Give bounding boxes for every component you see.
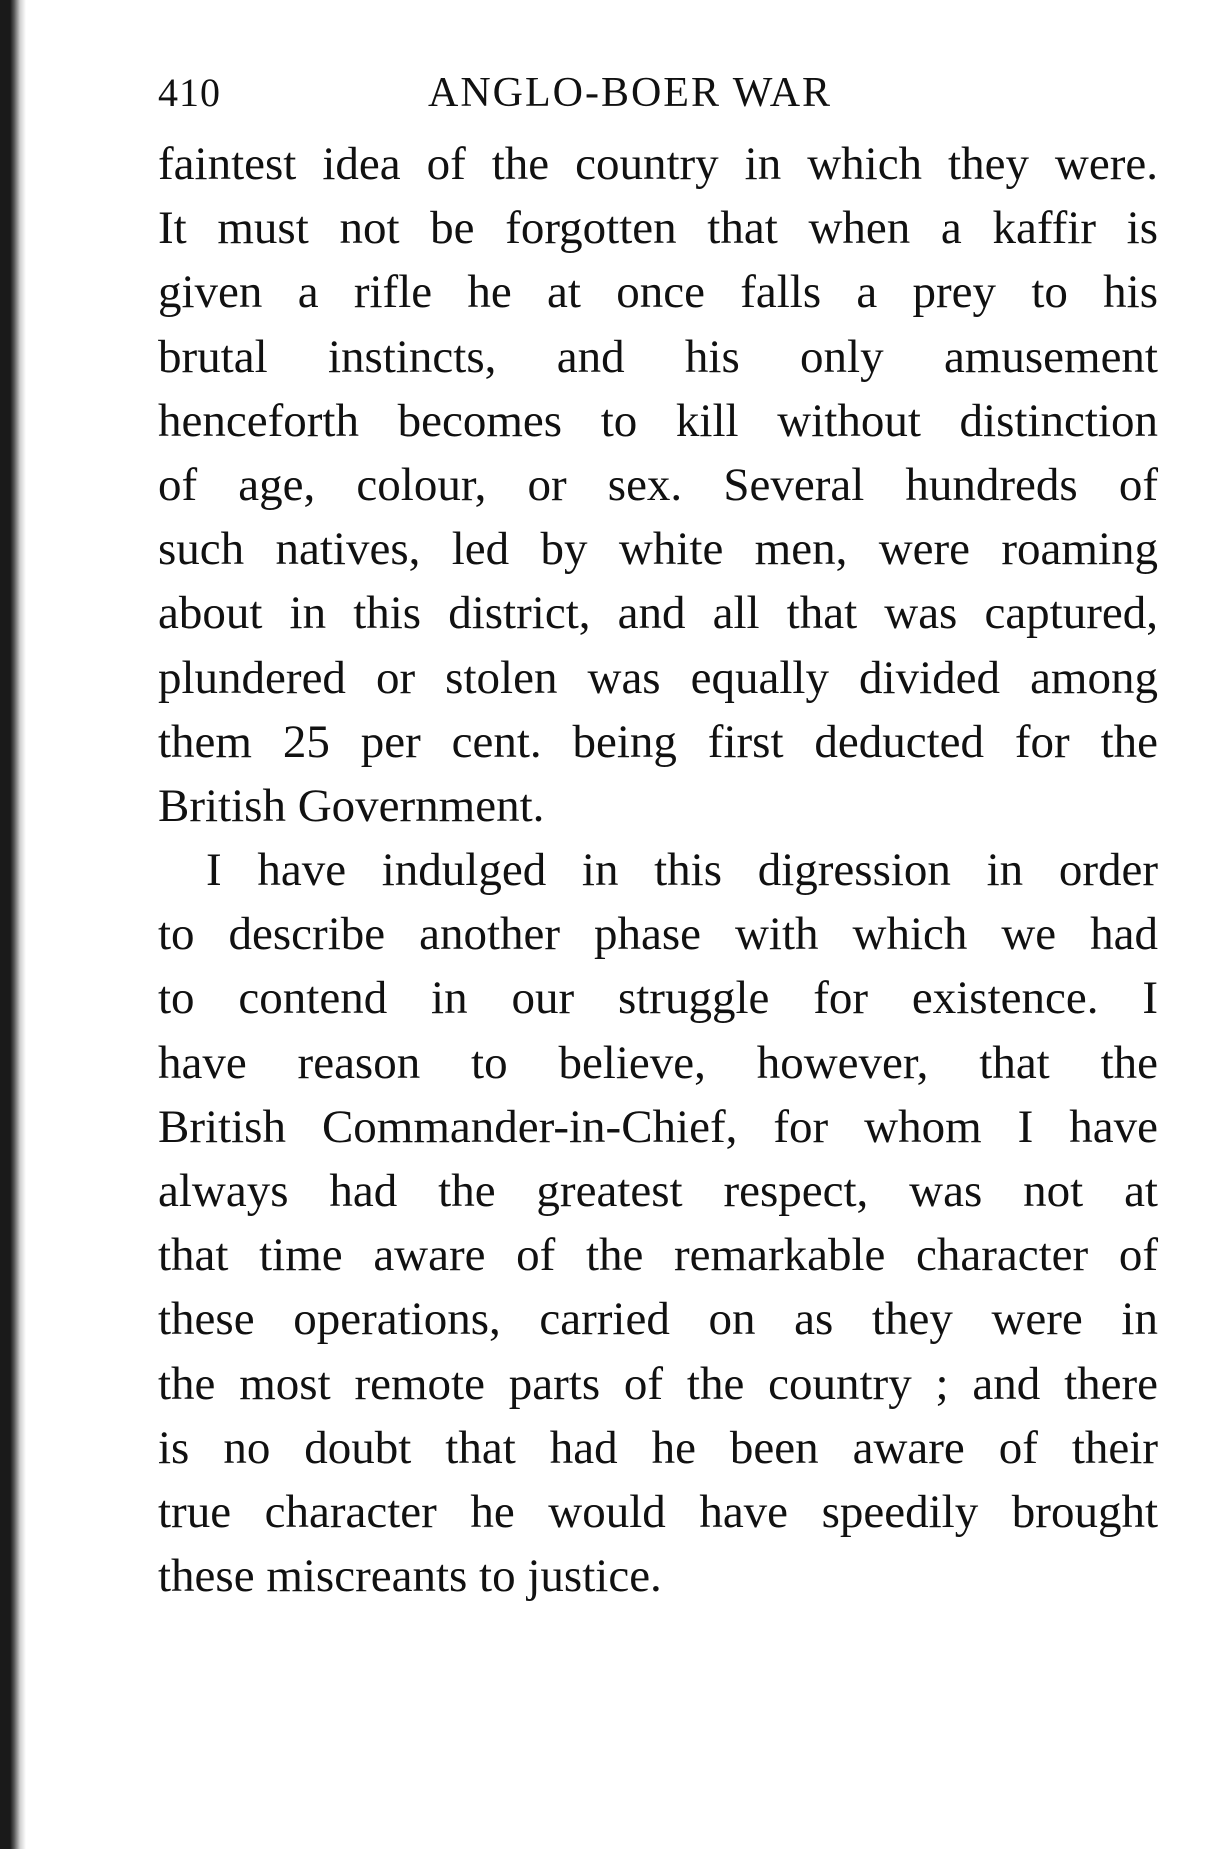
text-line: about in this district, and all that was captured, [158,587,1158,640]
text-line: It must not be forgotten that when a kaffir is [158,202,1158,255]
text-line: that time aware of the remarkable character of [158,1229,1158,1282]
text-line: of age, colour, or sex. Several hundreds of [158,458,1158,511]
text-line: faintest idea of the country in which they were. [158,138,1158,190]
page-number: 410 [158,70,221,115]
text-line: to contend in our struggle for existence. I [158,972,1158,1025]
paragraph-1 [158,132,1158,838]
text-line: them 25 per cent. being first deducted for the [158,715,1158,768]
text-line: always had the greatest respect, was not at [158,1165,1158,1217]
text-line: British Commander-in-Chief, for whom I have [158,1100,1158,1153]
text-line: given a rifle he at once falls a prey to his [158,266,1158,319]
text-line: henceforth becomes to kill without distinction [158,394,1158,447]
text-line: such natives, led by white men, were roaming [158,523,1158,576]
text-line: the most remote parts of the country ; and there [158,1357,1158,1410]
text-line: plundered or stolen was equally divided among [158,651,1158,704]
text-line: brutal instincts, and his only amusement [158,330,1158,383]
text-line: I have indulged in this digression in order [206,844,1158,897]
running-head: ANGLO-BOER WAR [428,70,833,116]
text-line: is no doubt that had he been aware of their [158,1421,1158,1474]
text-line: to describe another phase with which we had [158,908,1158,961]
text-line: British Government. [158,779,545,832]
text-line: these operations, carried on as they were in [158,1293,1158,1346]
text-line: true character he would have speedily brought [158,1485,1158,1538]
page-header [158,58,1158,128]
paragraph-2 [158,838,1158,1608]
text-line: have reason to believe, however, that the [158,1036,1158,1089]
body-text [158,132,1158,1608]
text-line: these miscreants to justice. [158,1550,662,1603]
page-binding-edge [0,0,26,1849]
